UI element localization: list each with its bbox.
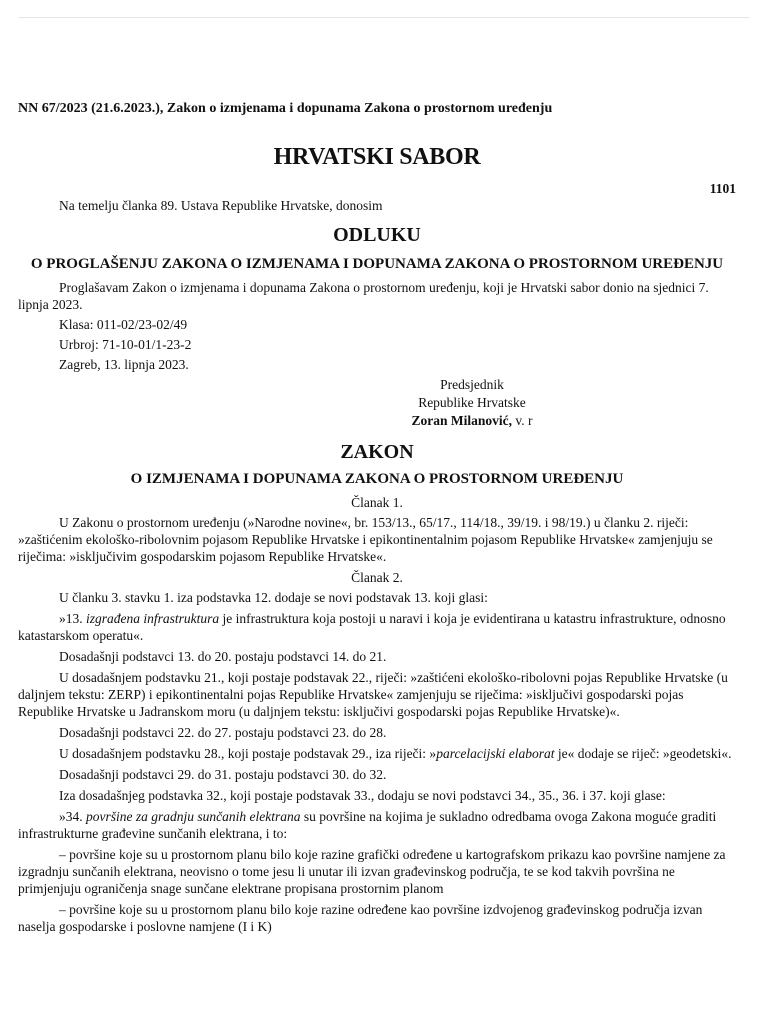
paragraph: Dosadašnji podstavci 13. do 20. postaju podstavci 14. do 21. — [59, 649, 387, 664]
document-title: NN 67/2023 (21.6.2023.), Zakon o izmjenama i dopunama Zakona o prostornom uređenju — [18, 101, 553, 116]
paragraph: Dosadašnji podstavci 29. do 31. postaju podstavci 30. do 32. — [59, 767, 387, 782]
defined-term: površine za gradnju sunčanih elektrana — [86, 809, 301, 824]
paragraph: »13. izgrađena infrastruktura je infrastruktura koja postoji u naravi i koja je evidentirana u katastru infrastrukture, odnosno katastarskom operatu«. — [18, 611, 726, 643]
klasa: Klasa: 011-02/23-02/49 — [59, 317, 188, 332]
paragraph: U dosadašnjem podstavku 21., koji postaje podstavak 22., riječi: »zaštićeni ekološko-ribolovni pojas Republike Hrvatske (u daljnjem tekstu: ZERP) i epikontinentalni pojas Republike Hrvatske« zamjenjuju se riječima: »isključivi gospodarski pojas Republike Hrvatske u Jadranskom moru (u daljnjem tekstu: isključivi gospodarski pojas Republike Hrvatske)«. — [18, 670, 728, 719]
defined-term: parcelacijski elaborat — [436, 746, 555, 761]
signer-name: Zoran Milanović, — [411, 413, 512, 428]
list-item: – površine koje su u prostornom planu bilo koje razine određene kao površine izdvojenog građevinskog područja izvan naselja gospodarske i poslovne namjene (I i K) — [18, 902, 703, 934]
decision-subtitle: O PROGLAŠENJU ZAKONA O IZMJENAMA I DOPUNAMA ZAKONA O PROSTORNOM UREĐENJU — [30, 256, 724, 272]
paragraph: U dosadašnjem podstavku 28., koji postaje podstavak 29., iza riječi: »parcelacijski elaborat je« dodaje se riječ: »geodetski«. — [59, 746, 732, 761]
list-item: – površine koje su u prostornom planu bilo koje razine grafički određene u kartografskom prikazu kao površine namjene za izgradnju sunčanih elektrana, neovisno o tome jesu li unutar ili izvan građevinskog područja, te se kod takvih površina ne primjenjuju ograničenja snage sunčane elektrane propisana prostornim planom — [18, 847, 726, 896]
urbroj: Urbroj: 71-10-01/1-23-2 — [59, 337, 192, 352]
law-title: ZAKON — [340, 441, 414, 463]
decision-title: ODLUKU — [333, 224, 421, 246]
paragraph: Dosadašnji podstavci 22. do 27. postaju podstavci 23. do 28. — [59, 725, 387, 740]
decision-intro: Na temelju članka 89. Ustava Republike Hrvatske, donosim — [59, 198, 383, 213]
decision-body: Proglašavam Zakon o izmjenama i dopunama Zakona o prostornom uređenju, koji je Hrvatski sabor donio na sjednici 7. lipnja 2023. — [18, 280, 709, 312]
signer-suffix: v. r — [512, 413, 533, 428]
paragraph: »34. površine za gradnju sunčanih elektrana su površine na kojima je sukladno odredbama ovoga Zakona moguće graditi infrastrukturne građevine sunčanih elektrana, i to: — [18, 809, 717, 841]
institution-heading: HRVATSKI SABOR — [273, 144, 481, 170]
article-1-heading: Članak 1. — [351, 495, 403, 510]
paragraph: U članku 3. stavku 1. iza podstavka 12. dodaje se novi podstavak 13. koji glasi: — [59, 590, 488, 605]
document-number: 1101 — [709, 181, 736, 196]
paragraph: Iza dosadašnjeg podstavka 32., koji postaje podstavak 33., dodaju se novi podstavci 34., 35., 36. i 37. koji glase: — [59, 788, 666, 803]
top-divider — [18, 17, 750, 18]
defined-term: izgrađena infrastruktura — [86, 611, 220, 626]
signature-line1: Predsjednik — [440, 377, 504, 392]
article-2-heading: Članak 2. — [351, 570, 403, 585]
signature-line2: Republike Hrvatske — [418, 395, 526, 410]
document — [18, 100, 736, 935]
place-date: Zagreb, 13. lipnja 2023. — [59, 357, 189, 372]
signature-name — [18, 412, 736, 429]
article-1-text: U Zakonu o prostornom uređenju (»Narodne novine«, br. 153/13., 65/17., 114/18., 39/19. i 98/19.) u članku 2. riječi: »zaštićenim ekološko-ribolovnim pojasom Republike Hrvatske i epikontinentalnim pojasom Republike Hrvatske« zamjenjuju se riječima: »isključivim gospodarskim pojasom Republike Hrvatske«. — [18, 515, 713, 564]
law-subtitle: O IZMJENAMA I DOPUNAMA ZAKONA O PROSTORNOM UREĐENJU — [130, 471, 624, 487]
